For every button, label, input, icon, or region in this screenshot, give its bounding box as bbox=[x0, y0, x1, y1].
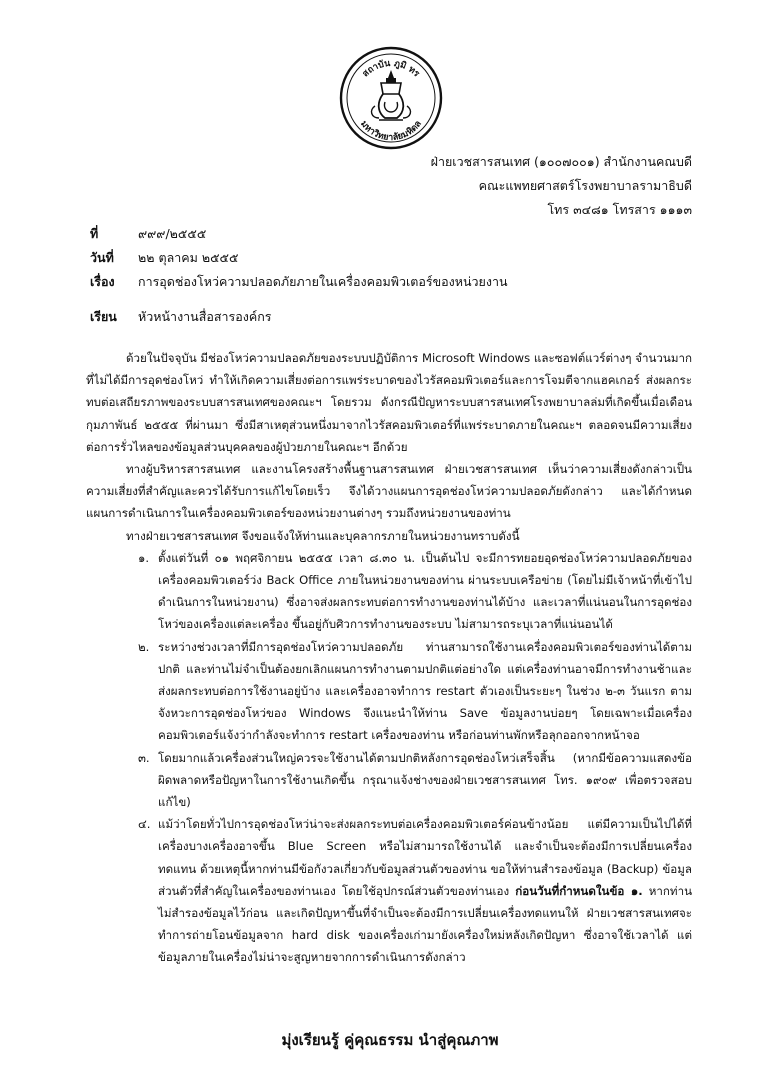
list-item bbox=[86, 813, 692, 968]
letter-body bbox=[86, 347, 692, 969]
letter-recipient: หัวหน้างานสื่อสารองค์กร bbox=[138, 309, 272, 324]
body-paragraph-2: ทางผู้บริหารสารสนเทศ และงานโครงสร้างพื้นฐานสารสนเทศ ฝ่ายเวชสารสนเทศ เห็นว่าความเสี่ยงดังกล่าวเป็นความเสี่ยงที่สำคัญและควรได้รับการแก้ไขโดยเร็ว จึงได้วางแผนการอุดช่องโหว่ความปลอดภัยดังกล่าว และได้กำหนดแผนการดำเนินการในเครื่องคอมพิวเตอร์ของหน่วยงานต่างๆ รวมถึงหน่วยงานของท่าน bbox=[86, 462, 692, 521]
backup-deadline-emphasis: ก่อนวันที่กำหนดในข้อ ๑. bbox=[515, 883, 643, 898]
letter-date-label: วันที่ bbox=[90, 250, 114, 265]
list-item bbox=[86, 547, 692, 636]
letter-subject-label: เรื่อง bbox=[90, 274, 115, 289]
body-paragraph-3: ทางฝ่ายเวชสารสนเทศ จึงขอแจ้งให้ท่านและบุคลากรภายในหน่วยงานทราบดังนี้ bbox=[126, 528, 520, 543]
university-seal-icon bbox=[339, 46, 443, 150]
body-paragraph-1: ด้วยในปัจจุบัน มีช่องโหว่ความปลอดภัยของระบบปฏิบัติการ Microsoft Windows และซอฟต์แวร์ต่างๆ จำนวนมากที่ไม่ได้มีการอุดช่องโหว่ ทำให้เกิดความเสี่ยงต่อการแพร่ระบาดของไวรัสคอมพิวเตอร์และการโจมตีจากแฮคเกอร์ ส่งผลกระทบต่อเสถียรภาพของระบบสารสนเทศของคณะฯ โดยรวม ดังกรณีปัญหาระบบสารสนเทศโรงพยาบาลล่มที่เกิดขึ้นเมื่อเดือนกุมภาพันธ์ ๒๕๕๕ ที่ผ่านมา ซึ่งมีสาเหตุส่วนหนึ่งมาจากไวรัสคอมพิวเตอร์ที่แพร่ระบาดภายในคณะฯ ตลอดจนมีความเสี่ยงต่อการรั่วไหลของข้อมูลส่วนบุคคลของผู้ป่วยภายในคณะฯ อีกด้วย bbox=[86, 351, 692, 454]
seal-top-text: สถาบัน ภูมิ ทร bbox=[360, 58, 422, 80]
letter-date: ๒๒ ตุลาคม ๒๕๕๕ bbox=[138, 250, 239, 265]
list-item bbox=[86, 747, 692, 814]
list-item-text: ตั้งแต่วันที่ ๐๑ พฤศจิกายน ๒๕๕๕ เวลา ๘.๓๐ น. เป็นต้นไป จะมีการทยอยอุดช่องโหว่ความปลอดภัยของเครื่องคอมพิวเตอร์ว่ง Back Office ภายในหน่วยงานของท่าน ผ่านระบบเครือข่าย (โดยไม่มีเจ้าหน้าที่เข้าไปดำเนินการในหน่วยงาน) ซึ่งอาจส่งผลกระทบต่อการทำงานของท่านได้บ้าง และเวลาที่แน่นอนในการอุดช่องโหว่ของเครื่องแต่ละเครื่อง ขึ้นอยู่กับศิวการทำงานของระบบ ไม่สามารถระบุเวลาที่แน่นอนได้ bbox=[158, 550, 692, 632]
seal-bottom-text: มหาวิทยาลัยมหิดล bbox=[358, 119, 424, 144]
list-item-number: ๑. bbox=[138, 550, 150, 565]
letter-subject: การอุดช่องโหว่ความปลอดภัยภายในเครื่องคอมพิวเตอร์ของหน่วยงาน bbox=[138, 274, 508, 289]
sender-faculty: คณะแพทยศาสตร์โรงพยาบาลรามาธิบดี bbox=[478, 178, 692, 193]
svg-text:มหาวิทยาลัยมหิดล bbox=[358, 119, 424, 143]
list-item-number: ๓. bbox=[138, 750, 150, 765]
sender-department: ฝ่ายเวชสารสนเทศ (๑๐๐๗๐๐๑) สำนักงานคณบดี bbox=[430, 154, 692, 169]
list-item-text-before: แม้ว่าโดยทั่วไปการอุดช่องโหว่น่าจะส่งผลกระทบต่อเครื่องคอมพิวเตอร์ค่อนข้างน้อย แต่มีความเป็นไปได้ที่เครื่องบางเครื่องอาจขึ้น Blue Screen หรือไม่สามารถใช้งานได้ และจำเป็นจะต้องมีการเปลี่ยนเครื่องทดแทน ด้วยเหตุนี้หากท่านมีข้อกังวลเกี่ยวกับข้อมูลส่วนตัวของท่าน ขอให้ท่านสำรองข้อมูล (Backup) ข้อมูลส่วนตัวที่สำคัญในเครื่องของท่านเอง โดยใช้อุปกรณ์ส่วนตัวของท่านเอง bbox=[158, 817, 692, 898]
sender-block bbox=[431, 150, 692, 222]
letter-number: ๙๙๙/๒๕๕๕ bbox=[138, 226, 207, 241]
notice-list bbox=[86, 547, 692, 969]
list-item-text-after: หากท่านไม่สำรองข้อมูลไว้ก่อน และเกิดปัญหาขึ้นที่จำเป็นจะต้องมีการเปลี่ยนเครื่องทดแทนให้ ฝ่ายเวชสารสนเทศจะทำการถ่ายโอนข้อมูลจาก hard disk ของเครื่องเก่ามายังเครื่องใหม่หลังเกิดปัญหา ซึ่งอาจใช้เวลาได้ แต่ข้อมูลภายในเครื่องไม่น่าจะสูญหายจากการดำเนินการดังกล่าว bbox=[158, 883, 693, 965]
list-item-number: ๒. bbox=[138, 639, 150, 654]
list-item-text: ระหว่างช่วงเวลาที่มีการอุดช่องโหว่ความปลอดภัย ท่านสามารถใช้งานเครื่องคอมพิวเตอร์ของท่านได้ตามปกติ และท่านไม่จำเป็นต้องยกเลิกแผนการทำงานตามปกติแต่อย่างใด แต่เครื่องท่านอาจมีการทำงานช้าและส่งผลกระทบต่อการใช้งานอยู่บ้าง และเครื่องอาจทำการ restart ตัวเองเป็นระยะๆ ในช่วง ๒-๓ วันแรก ตามจังหวะการอุดช่องโหว่ของ Windows จึงแนะนำให้ท่าน Save ข้อมูลงานบ่อยๆ โดยเฉพาะเมื่อเครื่องคอมพิวเตอร์แจ้งว่ากำลังจะทำการ restart เครื่องของท่าน หรือก่อนท่านพักหรือลุกออกจากหน้าจอ bbox=[158, 639, 692, 743]
list-item-text: โดยมากแล้วเครื่องส่วนใหญ่ควรจะใช้งานได้ตามปกติหลังการอุดช่องโหว่เสร็จสิ้น (หากมีข้อความแสดงข้อผิดพลาดหรือปัญหาในการใช้งานเกิดขึ้น กรุณาแจ้งช่างของฝ่ายเวชสารสนเทศ โทร. ๑๙๐๙ เพื่อตรวจสอบแก้ไข) bbox=[158, 750, 692, 810]
letter-recipient-label: เรียน bbox=[90, 309, 117, 324]
footer-motto: มุ่งเรียนรู้ คู่คุณธรรม นำสู่คุณภาพ bbox=[281, 1031, 499, 1049]
list-item-number: ๔. bbox=[138, 817, 151, 832]
list-item bbox=[86, 636, 692, 747]
letter-number-label: ที่ bbox=[90, 226, 99, 241]
sender-phone: โทร ๓๔๘๑ โทรสาร ๑๑๑๓ bbox=[547, 202, 692, 217]
